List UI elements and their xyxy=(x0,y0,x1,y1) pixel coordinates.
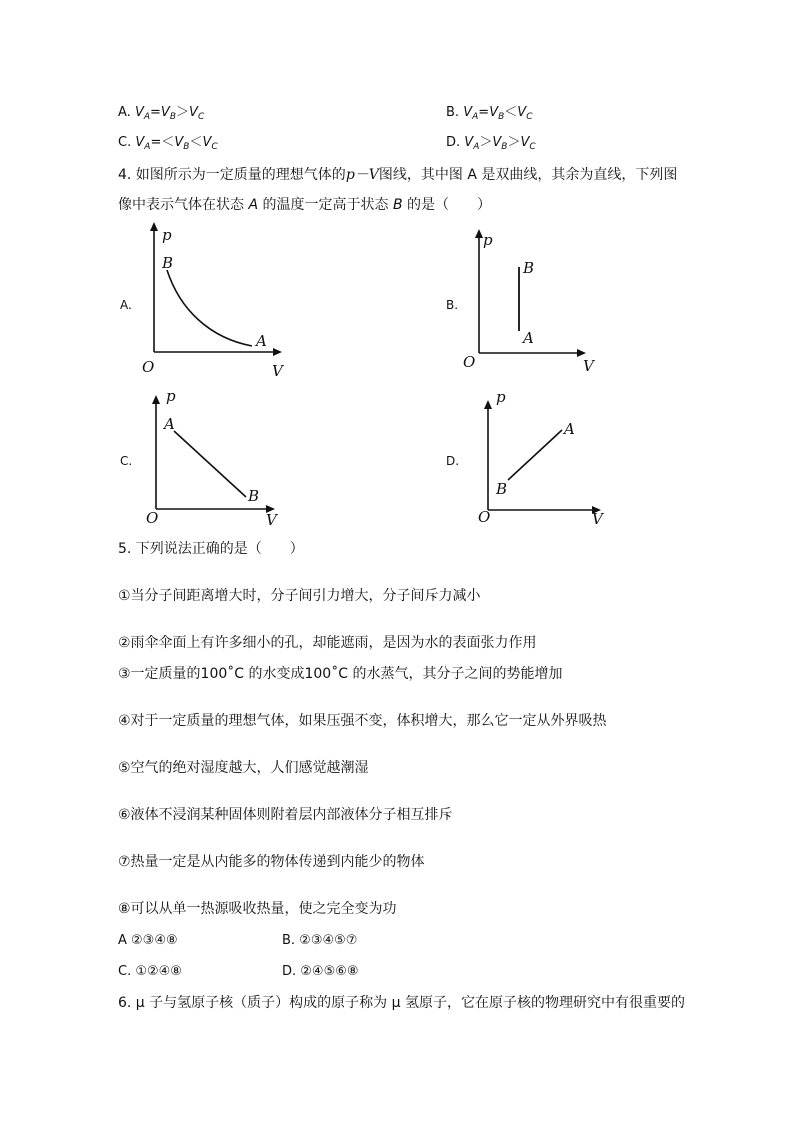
graph-a-label: A. xyxy=(120,298,132,312)
q5-option-d: D. ②④⑤⑥⑧ xyxy=(282,964,359,979)
linear-line xyxy=(174,431,246,497)
q4-stem-line2: 像中表示气体在状态 A 的温度一定高于状态 B 的是（ ） xyxy=(118,197,491,213)
axis-x-label: V xyxy=(592,510,603,528)
q5-statement-2: ②雨伞伞面上有许多细小的孔，却能遮雨，是因为水的表面张力作用 xyxy=(118,635,537,651)
q3-option-b: B. $V_A=V_B<V_C$ xyxy=(446,105,533,122)
q5-statement-5: ⑤空气的绝对湿度越大，人们感觉越潮湿 xyxy=(118,760,369,776)
q5-statement-6: ⑥液体不浸润某种固体则附着层内部液体分子相互排斥 xyxy=(118,807,453,823)
point-label-a: A xyxy=(564,420,575,438)
q5-statement-7: ⑦热量一定是从内能多的物体传递到内能少的物体 xyxy=(118,854,425,870)
origin-label: O xyxy=(463,353,476,371)
graph-d-label: D. xyxy=(446,454,460,468)
q5-option-a: A ②③④⑧ xyxy=(118,933,178,948)
axis-x-label: V xyxy=(583,357,594,375)
graph-a xyxy=(130,220,300,385)
q3-option-c: C. $V_A=<V_B<V_C$ xyxy=(118,135,218,152)
graph-c-label: C. xyxy=(120,454,133,468)
q4-stem-line1: 4. 如图所示为一定质量的理想气体的p－V图线，其中图 A 是双曲线，其余为直线，下列图 xyxy=(118,167,678,183)
q5-stem: 5. 下列说法正确的是（ ） xyxy=(118,541,304,557)
x-axis-arrow xyxy=(273,348,282,356)
point-label-b: B xyxy=(248,487,260,505)
graph-b-label: B. xyxy=(446,298,459,312)
origin-label: O xyxy=(146,509,159,527)
point-label-b: B xyxy=(162,254,174,272)
q3-option-a: A. $V_A=V_B>V_C$ xyxy=(118,105,205,122)
q3-option-d: D. $V_A>V_B>V_C$ xyxy=(446,135,536,152)
y-axis-arrow xyxy=(484,400,492,409)
point-label-b: B xyxy=(523,259,535,277)
q6-stem: 6. μ 子与氢原子核（质子）构成的原子称为 μ 氢原子，它在原子核的物理研究中有很重要的 xyxy=(118,995,685,1011)
origin-label: O xyxy=(478,508,491,526)
q5-statement-1: ①当分子间距离增大时，分子间引力增大，分子间斥力减小 xyxy=(118,588,481,604)
hyperbola-curve xyxy=(167,270,252,346)
q5-option-b: B. ②③④⑤⑦ xyxy=(282,933,358,948)
axis-x-label: V xyxy=(266,511,277,529)
graph-c xyxy=(132,385,302,535)
graph-b xyxy=(455,225,625,375)
y-axis-arrow xyxy=(152,395,160,404)
axis-y-label: p xyxy=(166,387,176,405)
q5-option-c: C. ①②④⑧ xyxy=(118,964,182,979)
y-axis-arrow xyxy=(150,222,158,231)
point-label-b: B xyxy=(496,480,508,498)
axis-x-label: V xyxy=(272,362,283,380)
axis-y-label: p xyxy=(496,388,506,406)
axis-y-label: p xyxy=(483,231,493,249)
point-label-a: A xyxy=(164,415,175,433)
q5-statement-8: ⑧可以从单一热源吸收热量，使之完全变为功 xyxy=(118,901,397,917)
point-label-a: A xyxy=(256,332,267,350)
q5-statement-4: ④对于一定质量的理想气体，如果压强不变，体积增大，那么它一定从外界吸热 xyxy=(118,713,607,729)
graph-d xyxy=(464,390,634,535)
x-axis-arrow xyxy=(577,349,586,357)
origin-label: O xyxy=(142,358,155,376)
point-label-a: A xyxy=(523,329,534,347)
axis-y-label: p xyxy=(162,226,172,244)
linear-line xyxy=(508,430,562,480)
q5-statement-3: ③一定质量的100˚C 的水变成100˚C 的水蒸气，其分子之间的势能增加 xyxy=(118,666,563,682)
y-axis-arrow xyxy=(475,229,483,238)
